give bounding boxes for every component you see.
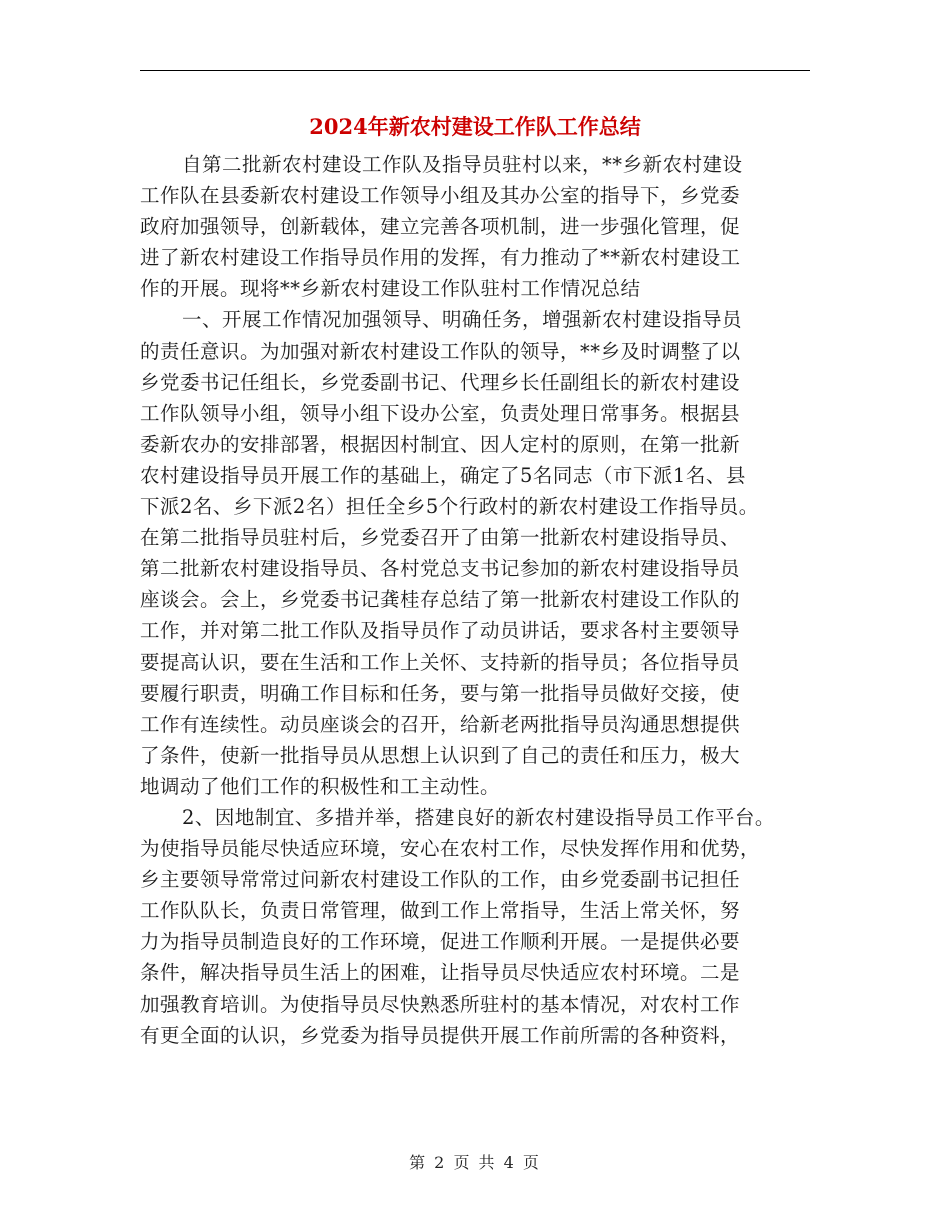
text-line: 作的开展。现将**乡新农村建设工作队驻村工作情况总结 xyxy=(140,277,641,301)
text-line: 工作有连续性。动员座谈会的召开，给新老两批指导员沟通思想提供 xyxy=(140,712,741,736)
document-body xyxy=(140,149,810,1051)
text-line: 第二批新农村建设指导员、各村党总支书记参加的新农村建设指导员 xyxy=(140,557,741,581)
text-line: 力为指导员制造良好的工作环境，促进工作顺利开展。一是提供必要 xyxy=(140,930,741,954)
text-line: 要提高认识，要在生活和工作上关怀、支持新的指导员；各位指导员 xyxy=(140,650,741,674)
text-line: 委新农办的安排部署，根据因村制宜、因人定村的原则，在第一批新 xyxy=(140,432,741,456)
document-title: 2024年新农村建设工作队工作总结 xyxy=(309,114,641,139)
header-rule xyxy=(140,70,810,71)
text-line: 进了新农村建设工作指导员作用的发挥，有力推动了**新农村建设工 xyxy=(140,246,741,270)
text-line: 为使指导员能尽快适应环境，安心在农村工作，尽快发挥作用和优势， xyxy=(140,837,761,861)
text-line: 工作，并对第二批工作队及指导员作了动员讲话，要求各村主要领导 xyxy=(140,619,741,643)
text-line: 农村建设指导员开展工作的基础上，确定了5名同志（市下派1名、县 xyxy=(140,463,746,487)
text-line: 下派2名、乡下派2名）担任全乡5个行政村的新农村建设工作指导员。 xyxy=(140,495,759,519)
text-line: 一、开展工作情况加强领导、明确任务，增强新农村建设指导员 xyxy=(182,308,743,332)
page-footer: 第 2 页 共 4 页 xyxy=(409,1153,541,1172)
text-line: 政府加强领导，创新载体，建立完善各项机制，进一步强化管理，促 xyxy=(140,215,741,239)
text-line: 地调动了他们工作的积极性和工主动性。 xyxy=(140,774,501,798)
text-line: 乡党委书记任组长，乡党委副书记、代理乡长任副组长的新农村建设 xyxy=(140,370,741,394)
text-line: 工作队领导小组，领导小组下设办公室，负责处理日常事务。根据县 xyxy=(140,401,741,425)
text-line: 工作队在县委新农村建设工作领导小组及其办公室的指导下，乡党委 xyxy=(140,184,741,208)
text-line: 自第二批新农村建设工作队及指导员驻村以来，**乡新农村建设 xyxy=(182,153,743,176)
text-line: 2、因地制宜、多措并举，搭建良好的新农村建设指导员工作平台。 xyxy=(182,805,775,829)
text-line: 了条件，使新一批指导员从思想上认识到了自己的责任和压力，极大 xyxy=(140,743,741,767)
text-line: 在第二批指导员驻村后，乡党委召开了由第一批新农村建设指导员、 xyxy=(140,526,741,550)
text-line: 的责任意识。为加强对新农村建设工作队的领导，**乡及时调整了以 xyxy=(140,339,741,363)
text-line: 要履行职责，明确工作目标和任务，要与第一批指导员做好交接，使 xyxy=(140,681,741,705)
text-line: 乡主要领导常常过问新农村建设工作队的工作，由乡党委副书记担任 xyxy=(140,868,741,892)
text-line: 座谈会。会上，乡党委书记龚桂存总结了第一批新农村建设工作队的 xyxy=(140,588,741,612)
text-line: 加强教育培训。为使指导员尽快熟悉所驻村的基本情况，对农村工作 xyxy=(140,992,741,1016)
text-line: 工作队队长，负责日常管理，做到工作上常指导，生活上常关怀，努 xyxy=(140,899,741,923)
text-line: 条件，解决指导员生活上的困难，让指导员尽快适应农村环境。二是 xyxy=(140,961,741,985)
text-line: 有更全面的认识，乡党委为指导员提供开展工作前所需的各种资料， xyxy=(140,1023,741,1047)
